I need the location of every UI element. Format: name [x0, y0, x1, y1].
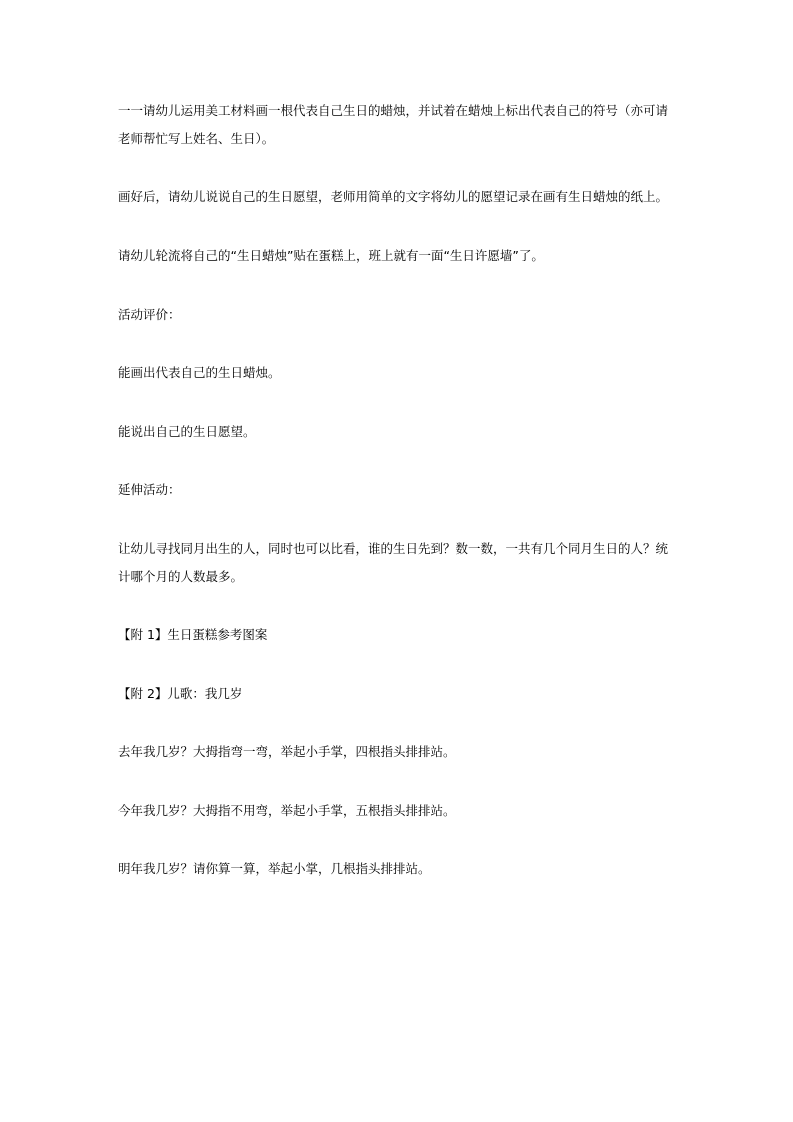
song-line-2: 今年我几岁？大拇指不用弯，举起小手掌，五根指头排排站。 — [118, 803, 456, 818]
song-line-3: 明年我几岁？请你算一算，举起小掌，几根指头排排站。 — [118, 861, 431, 876]
heading-activity-evaluation: 活动评价： — [118, 307, 181, 322]
song-line-1: 去年我几岁？大拇指弯一弯，举起小手掌，四根指头排排站。 — [118, 744, 456, 759]
appendix-1-title: 【附 1】生日蛋糕参考图案 — [118, 627, 268, 642]
paragraph-birthday-wish: 画好后，请幼儿说说自己的生日愿望，老师用简单的文字将幼儿的愿望记录在画有生日蜡烛的纸上。 — [118, 189, 669, 204]
appendix-2-title: 【附 2】儿歌：我几岁 — [118, 686, 243, 701]
paragraph-evaluation-2: 能说出自己的生日愿望。 — [118, 424, 256, 439]
paragraph-wish-wall: 请幼儿轮流将自己的“生日蜡烛”贴在蛋糕上，班上就有一面“生日许愿墙”了。 — [118, 248, 544, 263]
paragraph-candle-drawing: 一一请幼儿运用美工材料画一根代表自己生日的蜡烛，并试着在蜡烛上标出代表自己的符号（亦可请老师帮忙写上姓名、生日）。 — [118, 103, 669, 146]
paragraph-extension: 让幼儿寻找同月出生的人，同时也可以比看，谁的生日先到？数一数，一共有几个同月生日的人？统计哪个月的人数最多。 — [118, 541, 669, 584]
heading-extension-activity: 延伸活动： — [118, 482, 181, 497]
paragraph-evaluation-1: 能画出代表自己的生日蜡烛。 — [118, 365, 281, 380]
